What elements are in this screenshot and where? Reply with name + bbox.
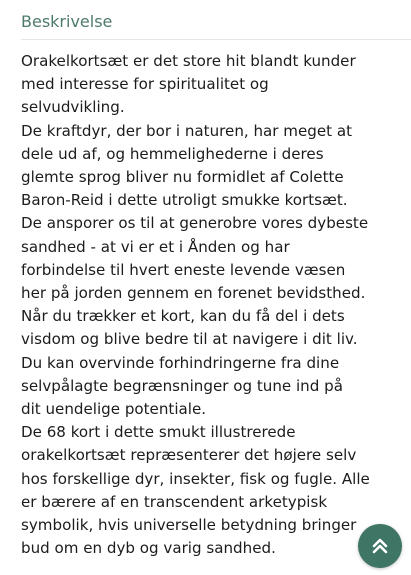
description-line: bud om en dyb og varig sandhed. (21, 539, 276, 558)
description-line: hos forskellige dyr, insekter, fisk og fugle. Alle (21, 469, 370, 488)
description-text (21, 50, 393, 560)
description-line: her på jorden gennem en forenet bevidsthed. (21, 284, 366, 303)
scroll-to-top-button[interactable] (358, 524, 402, 568)
description-line: symbolik, hvis universelle betydning bringer (21, 516, 357, 535)
description-line: visdom og blive bedre til at navigere i dit liv. (21, 330, 358, 349)
description-line: De 68 kort i dette smukt illustrerede (21, 423, 296, 442)
description-line: De kraftdyr, der bor i naturen, har meget at (21, 121, 353, 140)
double-chevron-up-icon (370, 536, 390, 556)
description-line: dele ud af, og hemmelighederne i deres (21, 144, 324, 163)
description-line: forbindelse til hvert eneste levende væsen (21, 260, 346, 279)
description-line: selvudvikling. (21, 98, 125, 117)
description-line: Du kan overvinde forhindringerne fra dine (21, 353, 340, 372)
description-line: sandhed - at vi er et i Ånden og har (21, 237, 290, 256)
description-line: glemte sprog bliver nu formidlet af Colette (21, 168, 344, 187)
section-divider (21, 39, 411, 40)
description-line: selvpålagte begrænsninger og tune ind på (21, 376, 343, 395)
description-line: Når du trækker et kort, kan du få del i dets (21, 307, 345, 326)
section-title: Beskrivelse (21, 12, 113, 31)
description-line: orakelkortsæt repræsenterer det højere selv (21, 446, 357, 465)
description-line: dit uendelige potentiale. (21, 400, 207, 419)
description-line: er bærere af en transcendent arketypisk (21, 492, 328, 511)
description-line: med interesse for spiritualitet og (21, 75, 269, 94)
description-line: Orakelkortsæt er det store hit blandt kunder (21, 52, 356, 70)
description-line: Baron-Reid i dette utroligt smukke kortsæt. (21, 191, 348, 210)
description-line: De ansporer os til at generobre vores dybeste (21, 214, 369, 233)
